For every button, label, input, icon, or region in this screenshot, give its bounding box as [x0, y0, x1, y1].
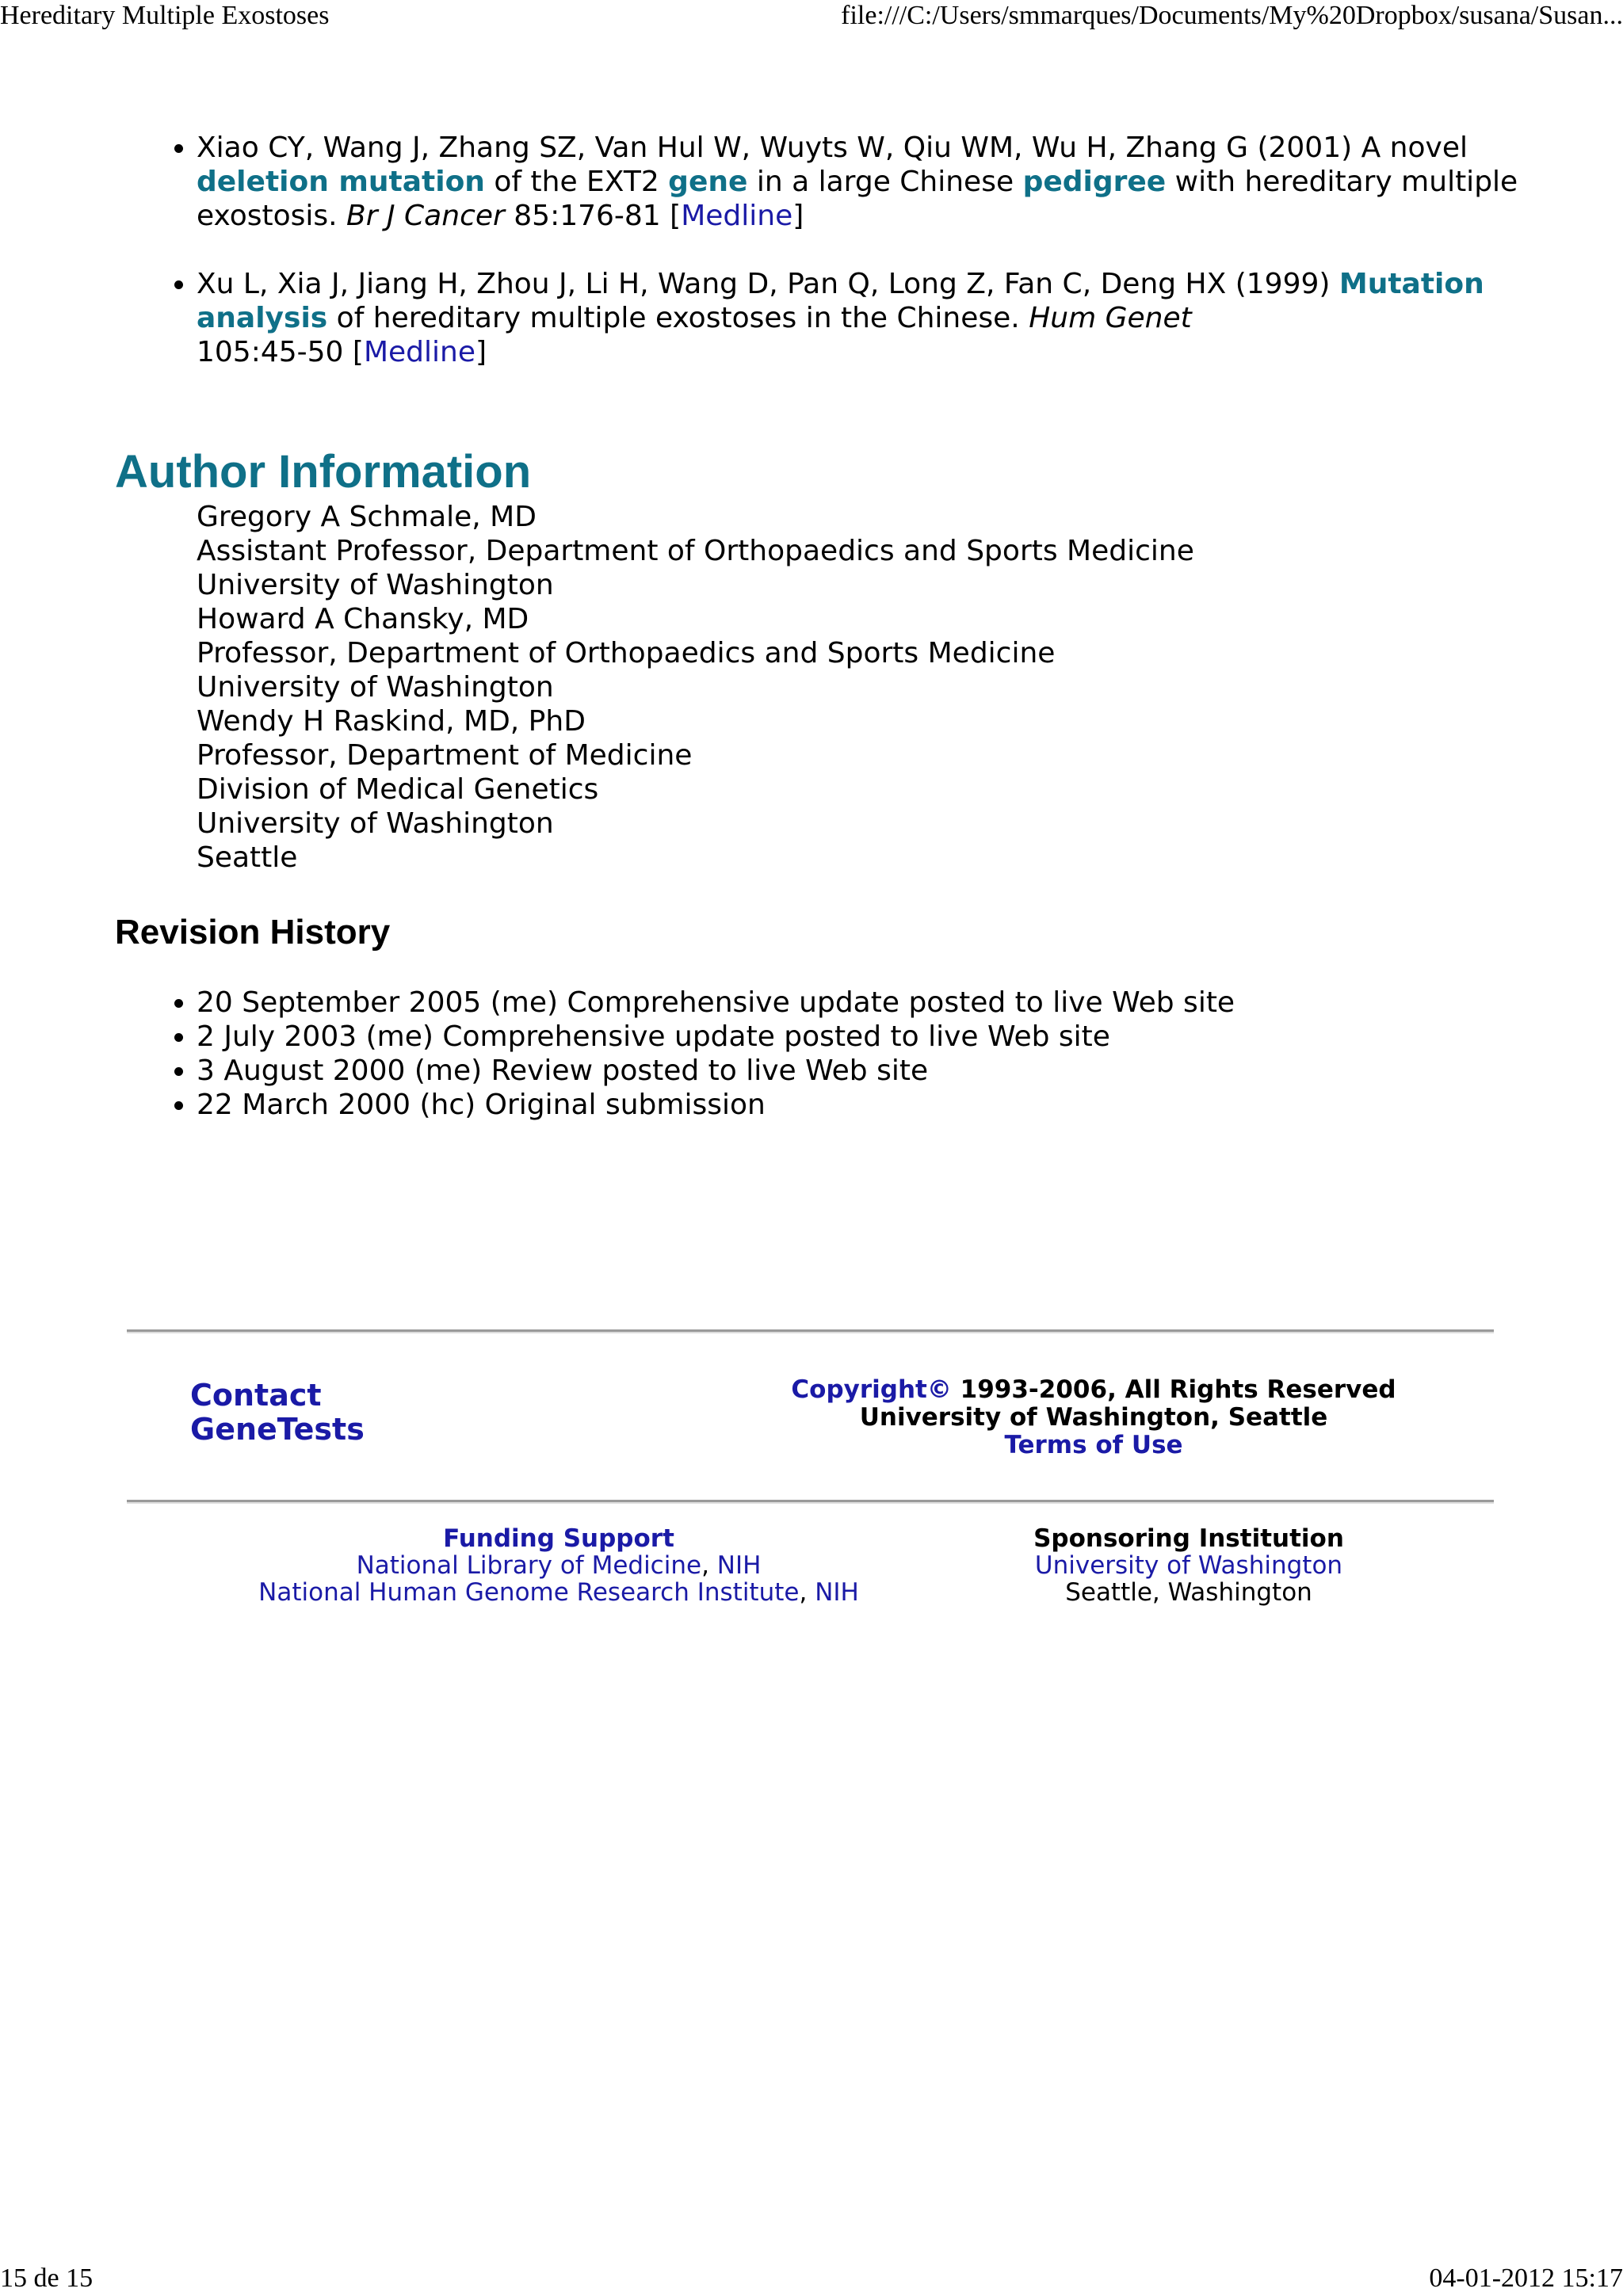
author-name: Howard A Chansky, MD — [197, 603, 529, 635]
author-affiliation: University of Washington — [197, 807, 554, 840]
medline-link[interactable]: Medline — [681, 200, 793, 232]
glossary-term-link[interactable]: pedigree — [1022, 166, 1167, 198]
revision-item: • 22 March 2000 (hc) Original submission — [197, 1088, 1526, 1122]
contact-label[interactable]: Contact — [190, 1378, 322, 1413]
revision-list — [115, 986, 1526, 1122]
sponsoring-institution-heading: Sponsoring Institution — [1033, 1524, 1344, 1553]
copyright-link[interactable]: Copyright© — [791, 1375, 952, 1404]
print-datetime: 04-01-2012 15:17 — [1429, 2264, 1623, 2293]
print-header — [0, 0, 1623, 33]
journal-name: Br J Cancer — [346, 200, 505, 232]
author-affiliation: University of Washington — [197, 569, 554, 601]
revision-item: • 2 July 2003 (me) Comprehensive update posted to live Web site — [197, 1020, 1526, 1054]
revision-history-heading: Revision History — [115, 913, 391, 952]
nih-link[interactable]: NIH — [815, 1578, 859, 1607]
author-information-heading: Author Information — [115, 446, 532, 498]
author-title: Professor, Department of Medicine — [197, 739, 693, 772]
author-title: Assistant Professor, Department of Orthopaedics and Sports Medicine — [197, 535, 1194, 567]
footer-divider-top — [127, 1329, 1494, 1333]
separator: , — [799, 1578, 815, 1607]
print-footer — [0, 2263, 1623, 2296]
author-entry — [197, 602, 1526, 704]
university-of-washington-link[interactable]: University of Washington — [1034, 1551, 1343, 1580]
print-header-title: Hereditary Multiple Exostoses — [0, 1, 330, 30]
reference-citation: 105:45-50 [ — [197, 336, 364, 368]
page-number: 15 de 15 — [0, 2264, 94, 2293]
author-entry — [197, 704, 1526, 875]
medline-link[interactable]: Medline — [363, 336, 475, 368]
page-content — [115, 131, 1526, 1122]
reference-text: of the EXT2 — [484, 166, 669, 198]
author-list — [197, 500, 1526, 875]
sponsor-location: Seattle, Washington — [1065, 1578, 1312, 1607]
footer-divider-bottom — [127, 1500, 1494, 1504]
nlm-link[interactable]: National Library of Medicine — [356, 1551, 702, 1580]
nih-link[interactable]: NIH — [716, 1551, 762, 1580]
reference-text: in a large Chinese — [747, 166, 1023, 198]
glossary-term-link[interactable]: deletion mutation — [197, 166, 485, 198]
terms-of-use-link[interactable]: Terms of Use — [1004, 1431, 1183, 1459]
nhgri-link[interactable]: National Human Genome Research Institute — [258, 1578, 800, 1607]
funding-support-heading[interactable]: Funding Support — [443, 1524, 674, 1553]
reference-item — [197, 131, 1526, 233]
genetests-label[interactable]: GeneTests — [190, 1412, 365, 1447]
sponsoring-institution-block — [991, 1525, 1387, 1606]
reference-bracket: ] — [792, 200, 804, 232]
separator: , — [701, 1551, 717, 1580]
copyright-block — [777, 1376, 1411, 1459]
author-entry — [197, 500, 1526, 602]
reference-text: Xu L, Xia J, Jiang H, Zhou J, Li H, Wang D, Pan Q, Long Z, Fan C, Deng HX (1999) — [197, 268, 1339, 300]
author-title: Professor, Department of Orthopaedics and Sports Medicine — [197, 637, 1056, 669]
contact-genetests-link[interactable] — [190, 1379, 365, 1447]
university-seattle-text: University of Washington, Seattle — [859, 1403, 1328, 1432]
reference-citation: 85:176-81 [ — [504, 200, 682, 232]
reference-bracket: ] — [475, 336, 487, 368]
reference-text: with hereditary multiple exostosis. — [197, 166, 1518, 232]
journal-name: Hum Genet — [1029, 302, 1192, 334]
copyright-text: 1993-2006, All Rights Reserved — [951, 1375, 1396, 1404]
reference-list — [115, 131, 1526, 369]
funding-support-block — [222, 1525, 896, 1606]
reference-item — [197, 267, 1526, 369]
author-affiliation: University of Washington — [197, 671, 554, 704]
author-name: Wendy H Raskind, MD, PhD — [197, 705, 586, 738]
glossary-term-link[interactable]: gene — [668, 166, 748, 198]
print-header-url: file:///C:/Users/smmarques/Documents/My%20Dropbox/susana/Susan... — [841, 1, 1623, 30]
author-name: Gregory A Schmale, MD — [197, 501, 537, 533]
author-city: Seattle — [197, 841, 298, 874]
author-division: Division of Medical Genetics — [197, 773, 599, 806]
revision-item: • 20 September 2005 (me) Comprehensive update posted to live Web site — [197, 986, 1526, 1020]
reference-text: of hereditary multiple exostoses in the Chinese. — [327, 302, 1029, 334]
revision-item: • 3 August 2000 (me) Review posted to live Web site — [197, 1054, 1526, 1088]
glossary-term-link[interactable]: Mutation analysis — [197, 268, 1484, 334]
reference-text: Xiao CY, Wang J, Zhang SZ, Van Hul W, Wuyts W, Qiu WM, Wu H, Zhang G (2001) A novel — [197, 132, 1468, 164]
